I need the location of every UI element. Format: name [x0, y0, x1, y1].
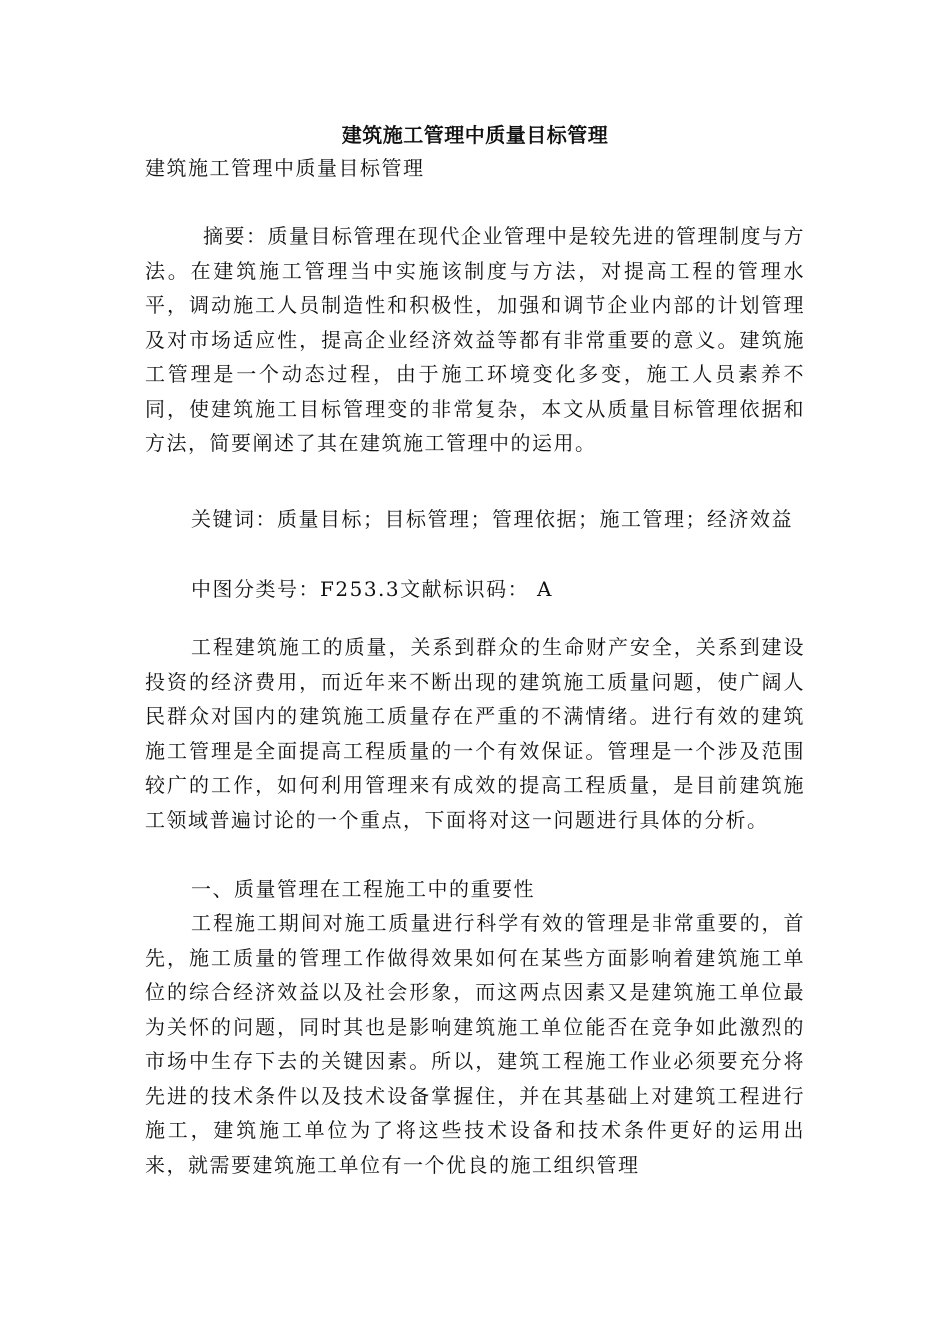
document-title: 建筑施工管理中质量目标管理 — [341, 123, 609, 147]
document-subtitle: 建筑施工管理中质量目标管理 — [145, 156, 425, 180]
section-heading: 一、质量管理在工程施工中的重要性 — [191, 877, 535, 901]
abstract-paragraph: 摘要：质量目标管理在现代企业管理中是较先进的管理制度与方法。在建筑施工管理当中实施该制度与方法，对提高工程的管理水平，调动施工人员制造性和积极性，加强和调节企业内部的计划管理及对市场适应性，提高企业经济效益等都有非常重要的意义。建筑施工管理是一个动态过程，由于施工环境变化多变，施工人员素养不同，使建筑施工目标管理变的非常复杂，本文从质量目标管理依据和方法，简要阐述了其在建筑施工管理中的运用。 — [145, 224, 805, 455]
classification-line: 中图分类号：F253.3文献标识码： A — [191, 577, 553, 601]
keywords-line: 关键词：质量目标；目标管理；管理依据；施工管理；经济效益 — [191, 507, 793, 531]
intro-paragraph: 工程建筑施工的质量，关系到群众的生命财产安全，关系到建设投资的经济费用，而近年来不断出现的建筑施工质量问题，使广阔人民群众对国内的建筑施工质量存在严重的不满情绪。进行有效的建筑施工管理是全面提高工程质量的一个有效保证。管理是一个涉及范围较广的工作，如何利用管理来有成效的提高工程质量，是目前建筑施工领域普遍讨论的一个重点，下面将对这一问题进行具体的分析。 — [145, 635, 805, 832]
section-paragraph: 工程施工期间对施工质量进行科学有效的管理是非常重要的，首先，施工质量的管理工作做得效果如何在某些方面影响着建筑施工单位的综合经济效益以及社会形象，而这两点因素又是建筑施工单位最为关怀的问题，同时其也是影响建筑施工单位能否在竞争如此激烈的市场中生存下去的关键因素。所以，建筑工程施工作业必须要充分将先进的技术条件以及技术设备掌握住，并在其基础上对建筑工程进行施工，建筑施工单位为了将这些技术设备和技术条件更好的运用出来，就需要建筑施工单位有一个优良的施工组织管理 — [145, 911, 805, 1177]
